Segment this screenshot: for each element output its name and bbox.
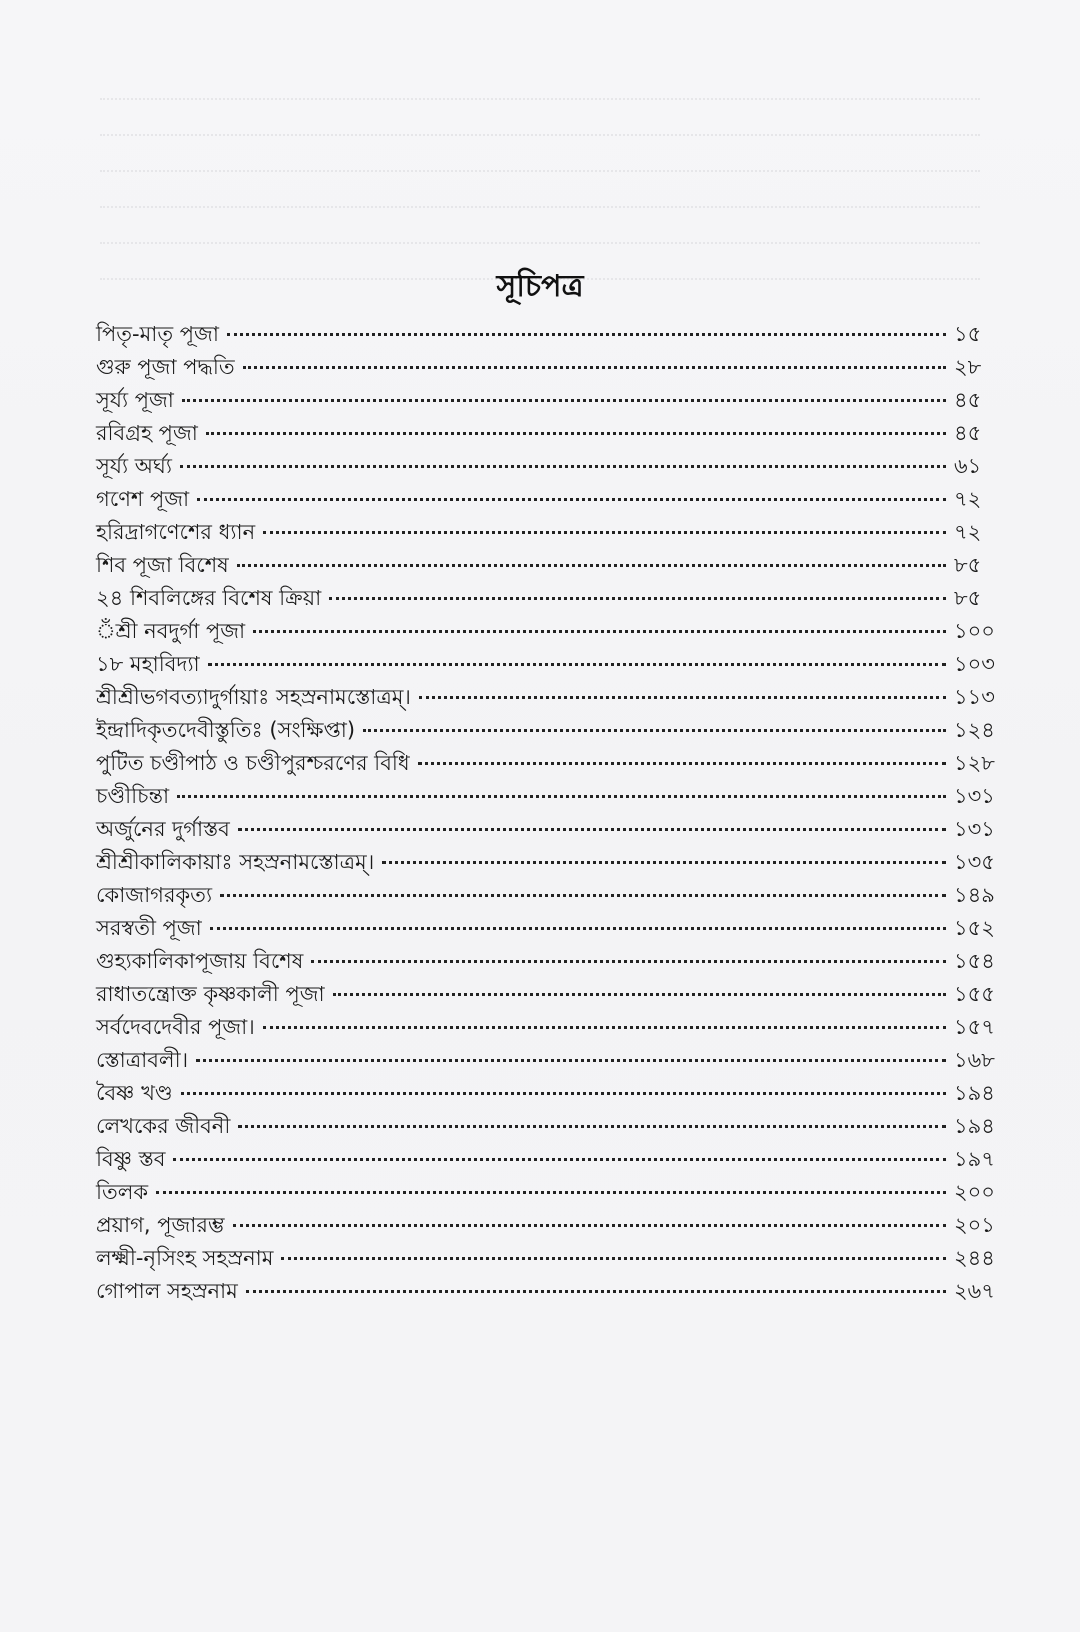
toc-entry-title: ঁশ্রী নবদুর্গা পূজা: [96, 619, 246, 643]
toc-entry-title: গণেশ পূজা: [96, 487, 190, 511]
toc-entry: [96, 1143, 1000, 1176]
dot-leader: [281, 1257, 946, 1260]
toc-page-number: ৮৫: [954, 553, 982, 577]
toc-entry: [96, 384, 1000, 417]
dot-leader: [206, 432, 946, 435]
toc-entry: [96, 714, 1000, 747]
toc-page-number: ১৫: [954, 322, 982, 346]
toc-entry-title: বৈষ্ণ খণ্ড: [96, 1081, 173, 1105]
toc-entry: [96, 1011, 1000, 1044]
toc-page-number: ৬১: [954, 454, 982, 478]
toc-entry: [96, 813, 1000, 846]
toc-entry-title: সূর্য্য অর্ঘ্য: [96, 454, 172, 478]
toc-page-number: ১০০: [954, 619, 995, 643]
toc-entry: [96, 648, 1000, 681]
toc-entry-title: শ্রীশ্রীভগবত্যাদুর্গায়াঃ সহস্রনামস্তোত্রম্।: [96, 685, 411, 709]
dot-leader: [238, 828, 946, 831]
toc-entry: [96, 1209, 1000, 1242]
toc-entry: [96, 912, 1000, 945]
toc-entry-title: গোপাল সহস্রনাম: [96, 1279, 238, 1303]
toc-page-number: ৮৫: [954, 586, 982, 610]
toc-page-number: ১২৮: [954, 751, 995, 775]
toc-entry: [96, 516, 1000, 549]
toc-entry: [96, 450, 1000, 483]
toc-entry-title: রাধাতন্ত্রোক্ত কৃষ্ণকালী পূজা: [96, 982, 325, 1006]
toc-page-number: ১৩১: [954, 817, 995, 841]
toc-page-number: ১৪৯: [954, 883, 995, 907]
toc-entry: [96, 681, 1000, 714]
dot-leader: [246, 1290, 946, 1293]
toc-entry: [96, 318, 1000, 351]
toc-page-number: ১৯৪: [954, 1081, 995, 1105]
toc-page-number: ১৯৭: [954, 1147, 995, 1171]
toc-entry: [96, 1110, 1000, 1143]
dot-leader: [233, 1224, 946, 1227]
toc-entry-title: ২৪ শিবলিঙ্গের বিশেষ ক্রিয়া: [96, 586, 322, 610]
dot-leader: [227, 333, 946, 336]
dot-leader: [173, 1158, 946, 1161]
toc-entry-title: অর্জুনের দুর্গাস্তব: [96, 817, 230, 841]
bleed-through-line: [100, 206, 980, 209]
dot-leader: [243, 366, 946, 369]
dot-leader: [237, 564, 946, 567]
toc-entry-title: বিষ্ণু স্তব: [96, 1147, 166, 1171]
toc-page-number: ১৬৮: [954, 1048, 995, 1072]
dot-leader: [208, 663, 946, 666]
toc-entry: [96, 780, 1000, 813]
toc-entry-title: তিলক: [96, 1180, 149, 1204]
toc-entry: [96, 582, 1000, 615]
toc-entry-title: লক্ষ্মী-নৃসিংহ সহস্রনাম: [96, 1246, 274, 1270]
dot-leader: [263, 531, 946, 534]
toc-entry: [96, 1176, 1000, 1209]
toc-entry-title: ১৮ মহাবিদ্যা: [96, 652, 200, 676]
toc-page-number: ২০০: [954, 1180, 995, 1204]
toc-entry: [96, 483, 1000, 516]
dot-leader: [263, 1026, 946, 1029]
bleed-through-line: [100, 242, 980, 245]
dot-leader: [180, 465, 946, 468]
dot-leader: [363, 729, 946, 732]
toc-entry: [96, 549, 1000, 582]
toc-entry: [96, 615, 1000, 648]
toc-entry: [96, 1044, 1000, 1077]
toc-page-number: ২৪৪: [954, 1246, 995, 1270]
toc-entry: [96, 945, 1000, 978]
dot-leader: [418, 762, 946, 765]
toc-entry-title: হরিদ্রাগণেশের ধ্যান: [96, 520, 256, 544]
dot-leader: [182, 399, 946, 402]
dot-leader: [382, 861, 946, 864]
toc-entry-title: গুহ্যকালিকাপূজায় বিশেষ: [96, 949, 304, 973]
toc-entry-title: স্তোত্রাবলী।: [96, 1048, 189, 1072]
toc-entry: [96, 879, 1000, 912]
dot-leader: [329, 597, 946, 600]
toc-page-number: ১২৪: [954, 718, 995, 742]
dot-leader: [333, 993, 946, 996]
toc-entry-title: চণ্ডীচিন্তা: [96, 784, 170, 808]
dot-leader: [238, 1125, 946, 1128]
dot-leader: [311, 960, 946, 963]
toc-entry-title: গুরু পূজা পদ্ধতি: [96, 355, 235, 379]
toc-entry-title: সূর্য্য পূজা: [96, 388, 174, 412]
page-title: সূচিপত্র: [496, 269, 584, 304]
toc-entry-title: পুটিত চণ্ডীপাঠ ও চণ্ডীপুরশ্চরণের বিধি: [96, 751, 410, 775]
dot-leader: [197, 498, 946, 501]
bleed-through-line: [100, 170, 980, 173]
toc-entry: [96, 417, 1000, 450]
toc-entry: [96, 1275, 1000, 1308]
toc-page-number: ১৫৫: [954, 982, 995, 1006]
toc-entry-title: সর্বদেবদেবীর পূজা।: [96, 1015, 255, 1039]
toc-entry: [96, 351, 1000, 384]
toc-entry: [96, 1077, 1000, 1110]
toc-entry: [96, 747, 1000, 780]
toc-entry-title: শ্রীশ্রীকালিকায়াঃ সহস্রনামস্তোত্রম্।: [96, 850, 375, 874]
toc-page-number: ৪৫: [954, 388, 982, 412]
dot-leader: [419, 696, 946, 699]
toc-page-number: ১৫২: [954, 916, 995, 940]
toc-page-number: ২০১: [954, 1213, 995, 1237]
toc-page-number: ২৬৭: [954, 1279, 995, 1303]
toc-page-number: ১০৩: [954, 652, 995, 676]
dot-leader: [220, 894, 946, 897]
toc-page-number: ৪৫: [954, 421, 982, 445]
toc-page-number: ১৯৪: [954, 1114, 995, 1138]
dot-leader: [253, 630, 946, 633]
toc-entry-title: রবিগ্রহ পূজা: [96, 421, 198, 445]
toc-entry-title: শিব পূজা বিশেষ: [96, 553, 229, 577]
bleed-through-line: [100, 98, 980, 101]
toc-entry-title: কোজাগরকৃত্য: [96, 883, 213, 907]
toc-entry-title: পিতৃ-মাতৃ পূজা: [96, 322, 219, 346]
toc-entry-title: প্রয়াগ, পূজারম্ভ: [96, 1213, 225, 1237]
table-of-contents: [96, 318, 1000, 1308]
toc-entry: [96, 846, 1000, 879]
toc-page-number: ১১৩: [954, 685, 995, 709]
toc-page-number: ১৩৫: [954, 850, 995, 874]
toc-page-number: ১৫৪: [954, 949, 995, 973]
dot-leader: [181, 1092, 946, 1095]
toc-page-number: ৭২: [954, 520, 982, 544]
toc-entry: [96, 978, 1000, 1011]
dot-leader: [156, 1191, 946, 1194]
toc-entry-title: সরস্বতী পূজা: [96, 916, 202, 940]
bleed-through-line: [100, 134, 980, 137]
toc-page-number: ১৩১: [954, 784, 995, 808]
toc-page-number: ২৮: [954, 355, 982, 379]
toc-entry-title: লেখকের জীবনী: [96, 1114, 231, 1138]
toc-page-number: ১৫৭: [954, 1015, 995, 1039]
toc-page-number: ৭২: [954, 487, 982, 511]
dot-leader: [196, 1059, 946, 1062]
dot-leader: [210, 927, 946, 930]
dot-leader: [177, 795, 946, 798]
toc-entry: [96, 1242, 1000, 1275]
toc-entry-title: ইন্দ্রাদিকৃতদেবীস্তুতিঃ (সংক্ষিপ্তা): [96, 718, 356, 742]
